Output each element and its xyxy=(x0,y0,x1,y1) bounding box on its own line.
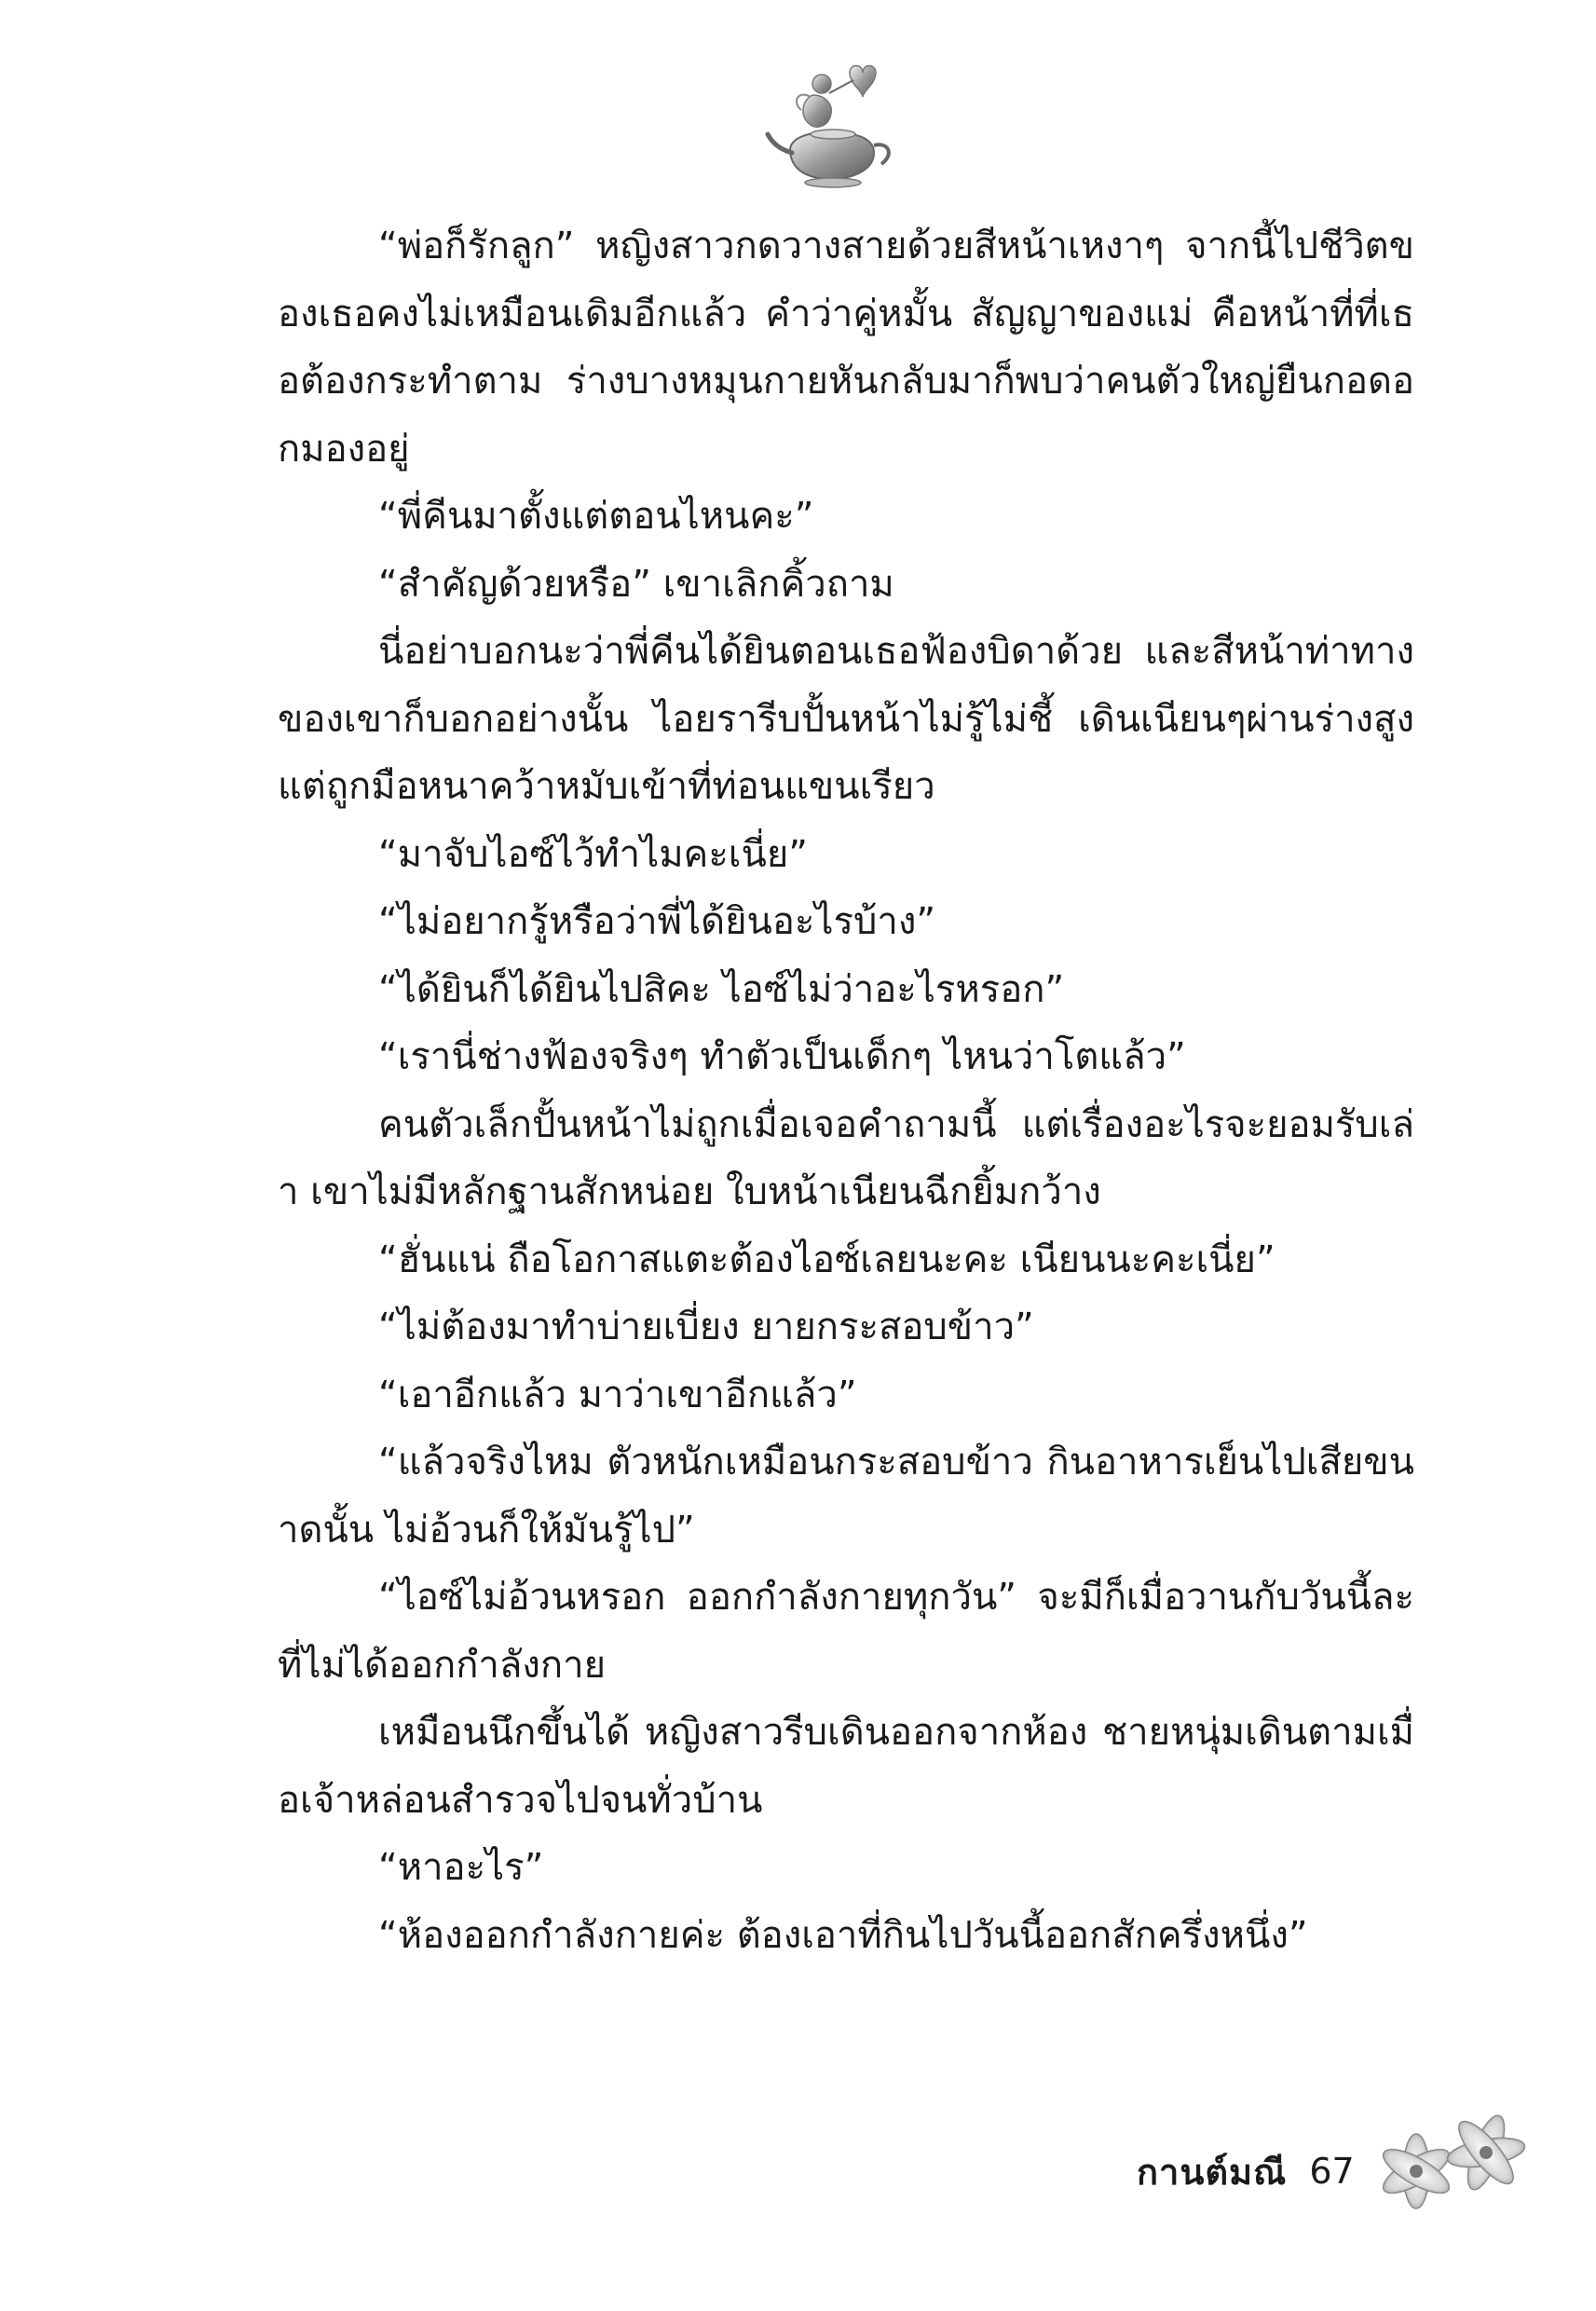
paragraph: “ฮั่นแน่ ถือโอกาสแตะต้องไอซ์เลยนะคะ เนียนนะคะเนี่ย” xyxy=(378,1238,1275,1281)
book-title: กานต์มณี xyxy=(1137,2151,1288,2193)
paragraph: “ไม่ต้องมาทำบ่ายเบี่ยง ยายกระสอบข้าว” xyxy=(378,1306,1034,1348)
paragraph: “ไม่อยากรู้หรือว่าพี่ได้ยินอะไรบ้าง” xyxy=(378,900,936,943)
paragraph: นี่อย่าบอกนะว่าพี่คีนได้ยินตอนเธอฟ้องบิดาด้วย และสีหน้าท่าทางของเขาก็บอกอย่างนั้น ไอยรารีบปั้นหน้าไม่รู้ไม่ชี้ เดินเนียนๆผ่านร่างสูง แต่ถูกมือหนาคว้าหมับเข้าที่ท่อนแขนเรียว xyxy=(278,630,1414,808)
paragraph: “พี่คีนมาตั้งแต่ตอนไหนคะ” xyxy=(378,495,814,538)
paragraph: “สำคัญด้วยหรือ” เขาเลิกคิ้วถาม xyxy=(378,562,894,606)
paragraph: “แล้วจริงไหม ตัวหนักเหมือนกระสอบข้าว กินอาหารเย็นไปเสียขนาดนั้น ไม่อ้วนก็ให้มันรู้ไป” xyxy=(278,1441,1414,1552)
paragraph: “มาจับไอซ์ไว้ทำไมคะเนี่ย” xyxy=(378,832,808,876)
paragraph: “เอาอีกแล้ว มาว่าเขาอีกแล้ว” xyxy=(378,1373,857,1416)
page-number: 67 xyxy=(1309,2151,1355,2192)
page-footer xyxy=(1137,2143,1355,2199)
paragraph: “เรานี่ช่างฟ้องจริงๆ ทำตัวเป็นเด็กๆ ไหนว่าโตแล้ว” xyxy=(378,1035,1186,1078)
cupid-teapot-ornament-icon xyxy=(764,56,904,196)
paragraph: “ได้ยินก็ได้ยินไปสิคะ ไอซ์ไม่ว่าอะไรหรอก” xyxy=(378,967,1065,1011)
paragraph: “หาอะไร” xyxy=(378,1846,544,1889)
paragraph: เหมือนนึกขึ้นได้ หญิงสาวรีบเดินออกจากห้อง ชายหนุ่มเดินตามเมื่อเจ้าหล่อนสำรวจไปจนทั่วบ้าน xyxy=(278,1711,1414,1822)
paragraph: “ไอซ์ไม่อ้วนหรอก ออกกำลังกายทุกวัน” จะมีก็เมื่อวานกับวันนี้ละที่ไม่ได้ออกกำลังกาย xyxy=(278,1576,1414,1687)
lily-flowers-icon xyxy=(1360,2097,1547,2236)
paragraph: “ห้องออกกำลังกายค่ะ ต้องเอาที่กินไปวันนี้ออกสักครึ่งหนึ่ง” xyxy=(378,1913,1308,1957)
body-text xyxy=(278,212,1414,1969)
paragraph: คนตัวเล็กปั้นหน้าไม่ถูกเมื่อเจอคำถามนี้ แต่เรื่องอะไรจะยอมรับเล่า เขาไม่มีหลักฐานสักหน่อย ใบหน้าเนียนฉีกยิ้มกว้าง xyxy=(278,1102,1414,1213)
paragraph: “พ่อก็รักลูก” หญิงสาวกดวางสายด้วยสีหน้าเหงาๆ จากนี้ไปชีวิตของเธอคงไม่เหมือนเดิมอีกแล้ว คำว่าคู่หมั้น สัญญาของแม่ คือหน้าที่ที่เธอต้องกระทำตาม ร่างบางหมุนกายหันกลับมาก็พบว่าคนตัวใหญ่ยืนกอดอกมองอยู่ xyxy=(278,225,1414,471)
